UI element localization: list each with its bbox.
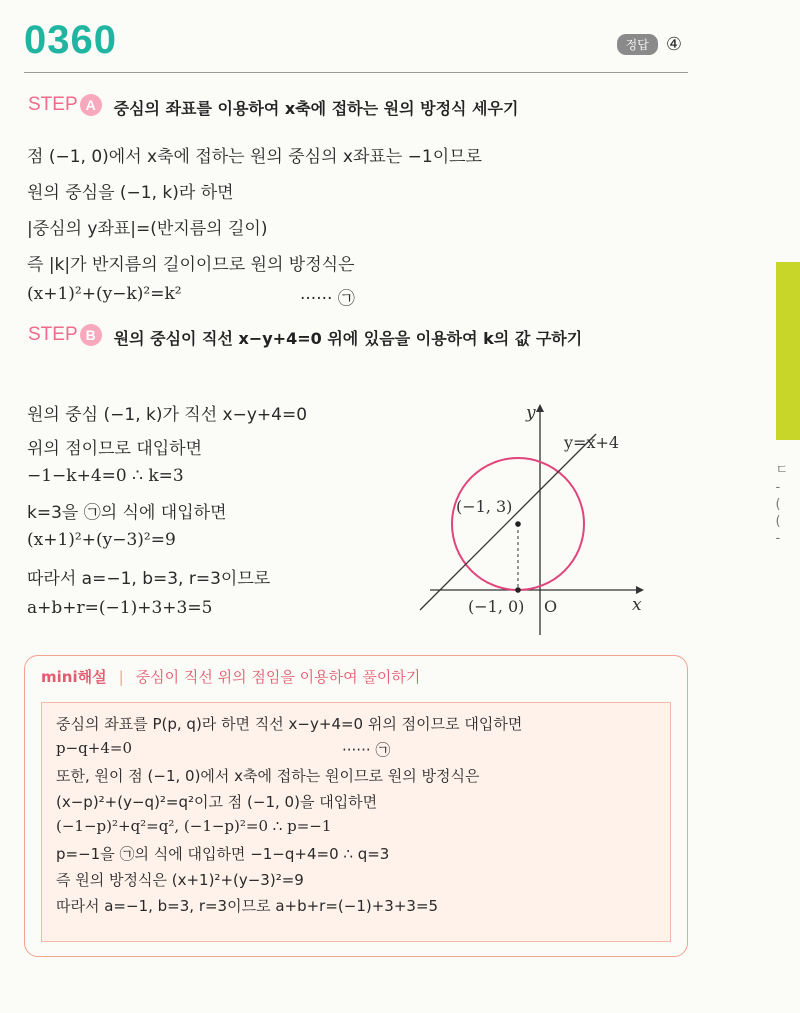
y-axis-label: y — [526, 403, 536, 423]
mini-explanation — [24, 655, 688, 957]
step-a-line-3: |중심의 y좌표|=(반지름의 길이) — [27, 219, 268, 239]
problem-number: 0360 — [24, 18, 117, 62]
step-b-line-7: a+b+r=(−1)+3+3=5 — [27, 598, 213, 618]
x-axis-arrow — [636, 586, 644, 594]
step-b-letter: B — [80, 324, 102, 346]
circle-graph — [400, 390, 660, 640]
step-b-line-4: k=3을 ㉠의 식에 대입하면 — [27, 503, 227, 523]
side-tab-notch — [780, 378, 800, 426]
step-b-line-2: 위의 점이므로 대입하면 — [27, 439, 203, 459]
step-a-equation: (x+1)²+(y−k)²=k² — [27, 284, 182, 304]
mini-line-2: p−q+4=0 — [56, 739, 132, 757]
answer-area — [617, 34, 682, 55]
tangent-label: (−1, 0) — [468, 597, 525, 616]
step-b-line-5: (x+1)²+(y−3)²=9 — [27, 530, 176, 550]
step-a-title: 중심의 좌표를 이용하여 x축에 접하는 원의 방정식 세우기 — [113, 99, 519, 118]
step-a-letter: A — [80, 94, 102, 116]
mini-line-3: 또한, 원이 점 (−1, 0)에서 x축에 접하는 원이므로 원의 방정식은 — [56, 767, 480, 785]
y-axis-arrow — [536, 404, 544, 412]
step-a-marker: ······ ㉠ — [300, 289, 355, 309]
mini-box — [41, 702, 671, 942]
mini-line-4: (x−p)²+(y−q)²=q²이고 점 (−1, 0)을 대입하면 — [56, 793, 378, 811]
step-a-line-2: 원의 중심을 (−1, k)라 하면 — [27, 183, 234, 203]
mini-line-5: (−1−p)²+q²=q², (−1−p)²=0 ∴ p=−1 — [56, 817, 332, 835]
step-a-header — [28, 94, 614, 124]
step-a-line-4: 즉 |k|가 반지름의 길이이므로 원의 방정식은 — [27, 255, 355, 275]
step-a-label: STEP A — [28, 94, 102, 116]
mini-marker: ······ ㉠ — [342, 741, 391, 759]
answer-value: ④ — [665, 34, 682, 55]
center-label: (−1, 3) — [456, 497, 513, 516]
step-b-line-1: 원의 중심 (−1, k)가 직선 x−y+4=0 — [27, 405, 308, 425]
mini-line-6: p=−1을 ㉠의 식에 대입하면 −1−q+4=0 ∴ q=3 — [56, 845, 390, 863]
step-b-header — [28, 324, 614, 354]
mini-header — [41, 666, 420, 687]
mini-separator: | — [118, 667, 124, 686]
step-b-line-6: 따라서 a=−1, b=3, r=3이므로 — [27, 569, 271, 589]
side-marks: ㄷ - ( ( - — [775, 463, 788, 546]
answer-badge: 정답 — [617, 34, 658, 55]
step-b-label: STEP B — [28, 324, 102, 346]
mini-line-1: 중심의 좌표를 P(p, q)라 하면 직선 x−y+4=0 위의 점이므로 대입하면 — [56, 715, 523, 733]
mini-line-8: 따라서 a=−1, b=3, r=3이므로 a+b+r=(−1)+3+3=5 — [56, 897, 439, 915]
step-b-line-3: −1−k+4=0 ∴ k=3 — [27, 466, 184, 486]
tangent-point — [515, 587, 521, 593]
mini-title: 중심이 직선 위의 점임을 이용하여 풀이하기 — [135, 668, 421, 686]
origin-label: O — [544, 597, 558, 616]
step-b-title: 원의 중심이 직선 x−y+4=0 위에 있음을 이용하여 k의 값 구하기 — [113, 329, 583, 348]
x-axis-label: x — [632, 595, 642, 615]
step-a-line-1: 점 (−1, 0)에서 x축에 접하는 원의 중심의 x좌표는 −1이므로 — [27, 147, 482, 167]
line-y-eq-x-plus-4 — [420, 434, 596, 610]
line-label: y=x+4 — [564, 433, 620, 452]
mini-tag: mini해설 — [41, 668, 107, 686]
mini-line-7: 즉 원의 방정식은 (x+1)²+(y−3)²=9 — [56, 871, 304, 889]
header-divider — [24, 72, 688, 73]
center-point — [515, 521, 521, 527]
